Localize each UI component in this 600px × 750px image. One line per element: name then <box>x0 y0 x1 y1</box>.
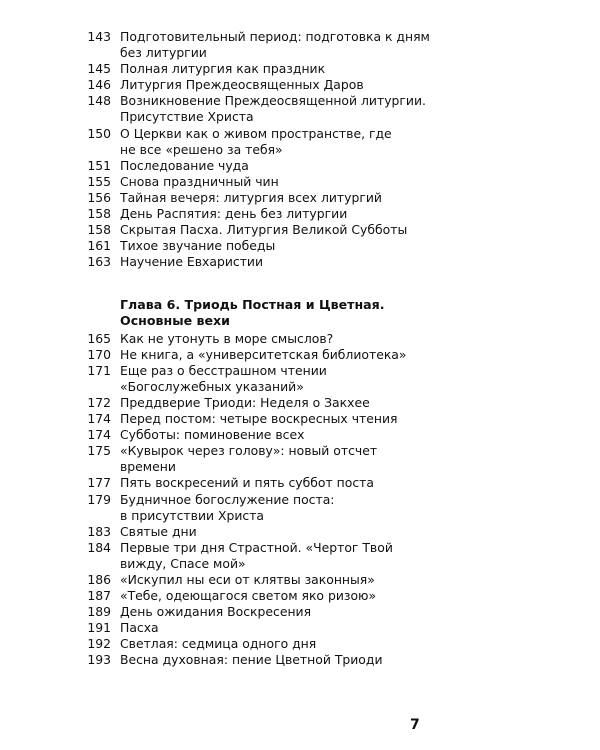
toc-entry-title-line: Тихое звучание победы <box>120 238 276 254</box>
toc-entry-title <box>111 206 440 222</box>
toc-entry-title-line: Преддверие Триоди: Неделя о Закхее <box>120 394 370 410</box>
chapter-heading <box>120 297 440 330</box>
page-number: 7 <box>410 717 420 733</box>
toc-entry-title <box>111 443 440 475</box>
toc-entry-title-line: День ожидания Воскресения <box>120 604 312 620</box>
toc-entry-page: 151 <box>87 157 111 173</box>
toc-entry-title-line: Литургия Преждеосвященных Даров <box>120 77 364 93</box>
toc-entry-title-line: Субботы: поминовение всех <box>120 427 305 443</box>
toc-entry-page: 172 <box>87 394 111 410</box>
toc-entries <box>80 331 440 669</box>
toc-entry <box>80 77 440 93</box>
toc-entry-title <box>111 427 440 443</box>
toc-entry-page: 158 <box>87 206 111 222</box>
toc-entry-page: 177 <box>87 475 111 491</box>
toc-entry-page: 155 <box>87 173 111 189</box>
toc-entry-title-line: День Распятия: день без литургии <box>120 206 348 222</box>
toc-entry-title-line: Скрытая Пасха. Литургия Великой Субботы <box>120 222 408 238</box>
toc-entry-page: 156 <box>87 189 111 205</box>
toc-entry-page: 183 <box>87 523 111 539</box>
toc-entry-title <box>111 475 440 491</box>
toc-entry-title <box>111 652 440 668</box>
toc-entry-page: 150 <box>87 125 111 141</box>
toc-entry-page: 145 <box>87 61 111 77</box>
toc-entry <box>80 222 440 238</box>
toc-entry-title <box>111 158 440 174</box>
toc-entry-title <box>111 588 440 604</box>
toc-entry-page: 170 <box>87 346 111 362</box>
toc-entry-title <box>111 604 440 620</box>
toc-entry-title <box>111 93 440 125</box>
toc-entry-title-line: в присутствии Христа <box>120 507 265 523</box>
toc-entry-title-line: Весна духовная: пение Цветной Триоди <box>120 652 383 668</box>
toc-entry-page: 191 <box>87 620 111 636</box>
toc-entry-title-line: «Искупил ны еси от клятвы законныя» <box>120 572 375 587</box>
toc-entry <box>80 620 440 636</box>
toc-entry-title-line: О Церкви как о живом пространстве, где <box>120 125 392 141</box>
toc-entry-title <box>111 29 440 61</box>
toc-entry-title <box>111 190 440 206</box>
toc-entry <box>80 572 440 588</box>
toc-entry <box>80 636 440 652</box>
toc-entry-title <box>111 636 440 652</box>
toc-entry-title-line: Последование чуда <box>120 157 249 173</box>
toc-entry <box>80 331 440 347</box>
toc-entry <box>80 363 440 395</box>
toc-entry <box>80 588 440 604</box>
toc-entry-title-line: Первые три дня Страстной. «Чертог Твой <box>120 539 393 555</box>
toc-list-part1 <box>80 29 440 270</box>
toc-entry <box>80 540 440 572</box>
toc-entry-title-line: Пасха <box>120 620 159 636</box>
toc-entry-title <box>111 174 440 190</box>
toc-entry-title <box>111 524 440 540</box>
toc-entry-page: 189 <box>87 604 111 620</box>
toc-entry-title-line: Будничное богослужение поста: <box>120 491 335 507</box>
toc-entry-title <box>111 331 440 347</box>
toc-entry-page: 165 <box>87 330 111 346</box>
toc-entry-title <box>111 61 440 77</box>
toc-entry <box>80 174 440 190</box>
toc-entry-title <box>111 77 440 93</box>
toc-entry <box>80 254 440 270</box>
toc-entry <box>80 443 440 475</box>
toc-entry-page: 184 <box>87 539 111 555</box>
toc-entry <box>80 395 440 411</box>
toc-entry-page: 187 <box>87 588 111 604</box>
toc-entry <box>80 347 440 363</box>
toc-entry-title <box>111 254 440 270</box>
toc-entry-page: 192 <box>87 636 111 652</box>
chapter-heading-line2: Основные вехи <box>120 313 230 329</box>
toc-entry-title-line: «Тебе, одеющагося светом яко ризою» <box>120 588 377 604</box>
toc-entry-page: 158 <box>87 222 111 238</box>
toc-entry-title-line: Не книга, а «университетская библиотека» <box>120 346 407 362</box>
toc-entry-page: 179 <box>87 491 111 507</box>
toc-entry <box>80 652 440 668</box>
toc-entry-title <box>111 411 440 427</box>
toc-entry-page: 174 <box>87 411 111 427</box>
toc-entry-title <box>111 347 440 363</box>
toc-entry-title-line: Пять воскресений и пять суббот поста <box>120 475 374 491</box>
toc-entry <box>80 427 440 443</box>
toc-entry-title <box>111 222 440 238</box>
toc-entry <box>80 61 440 77</box>
toc-list-part2 <box>80 297 440 669</box>
toc-entry <box>80 126 440 158</box>
toc-entry-page: 143 <box>87 29 111 44</box>
toc-entry-title <box>111 395 440 411</box>
toc-entry <box>80 411 440 427</box>
toc-entry <box>80 93 440 125</box>
toc-entry-title-line: Как не утонуть в море смыслов? <box>120 330 334 346</box>
toc-entry-page: 175 <box>87 443 111 459</box>
toc-entry-title <box>111 572 440 588</box>
toc-entry-page: 163 <box>87 254 111 270</box>
toc-entry-page: 146 <box>87 77 111 93</box>
toc-entry-title-line: Тайная вечеря: литургия всех литургий <box>120 189 382 205</box>
toc-entry-page: 148 <box>87 93 111 109</box>
toc-entry-title <box>111 540 440 572</box>
toc-entry-title-line: «Богослужебных указаний» <box>120 378 304 394</box>
toc-entry-page: 174 <box>87 427 111 443</box>
toc-entry <box>80 492 440 524</box>
toc-entry-title <box>111 126 440 158</box>
toc-entry-title-line: Перед постом: четыре воскресных чтения <box>120 411 398 427</box>
toc-entry-title <box>111 620 440 636</box>
toc-entry-page: 193 <box>87 652 111 668</box>
chapter-heading-line1: Глава 6. Триодь Постная и Цветная. <box>120 297 385 312</box>
toc-entry-title-line: вижду, Спасе мой» <box>120 555 246 571</box>
toc-entry <box>80 604 440 620</box>
toc-entry-title <box>111 238 440 254</box>
toc-entry-title <box>111 363 440 395</box>
toc-entry <box>80 29 440 61</box>
toc-entry-title-line: «Кувырок через голову»: новый отсчет <box>120 443 378 459</box>
toc-entry-title-line: без литургии <box>120 45 207 61</box>
toc-entry-title-line: Подготовительный период: подготовка к дням <box>120 29 430 44</box>
toc-entry-page: 161 <box>87 238 111 254</box>
toc-entry <box>80 206 440 222</box>
toc-entry-title-line: Светлая: седмица одного дня <box>120 636 317 652</box>
toc-entry-title <box>111 492 440 524</box>
toc-entry-title-line: Снова праздничный чин <box>120 173 279 189</box>
toc-entry-title-line: Научение Евхаристии <box>120 254 264 270</box>
toc-entry-title-line: Святые дни <box>120 523 197 539</box>
toc-entry-title-line: Присутствие Христа <box>120 109 254 125</box>
toc-entry <box>80 238 440 254</box>
toc-entry <box>80 158 440 174</box>
toc-entry-page: 171 <box>87 362 111 378</box>
toc-entry <box>80 475 440 491</box>
toc-entry-title-line: Возникновение Преждеосвященной литургии. <box>120 93 426 109</box>
toc-entry <box>80 524 440 540</box>
toc-entry-title-line: Полная литургия как праздник <box>120 61 326 77</box>
toc-entry-page: 186 <box>87 572 111 587</box>
toc-entry-title-line: не все «решено за тебя» <box>120 141 283 157</box>
toc-entry-title-line: Еще раз о бесстрашном чтении <box>120 362 327 378</box>
toc-entry-title-line: времени <box>120 459 176 475</box>
toc-entry <box>80 190 440 206</box>
